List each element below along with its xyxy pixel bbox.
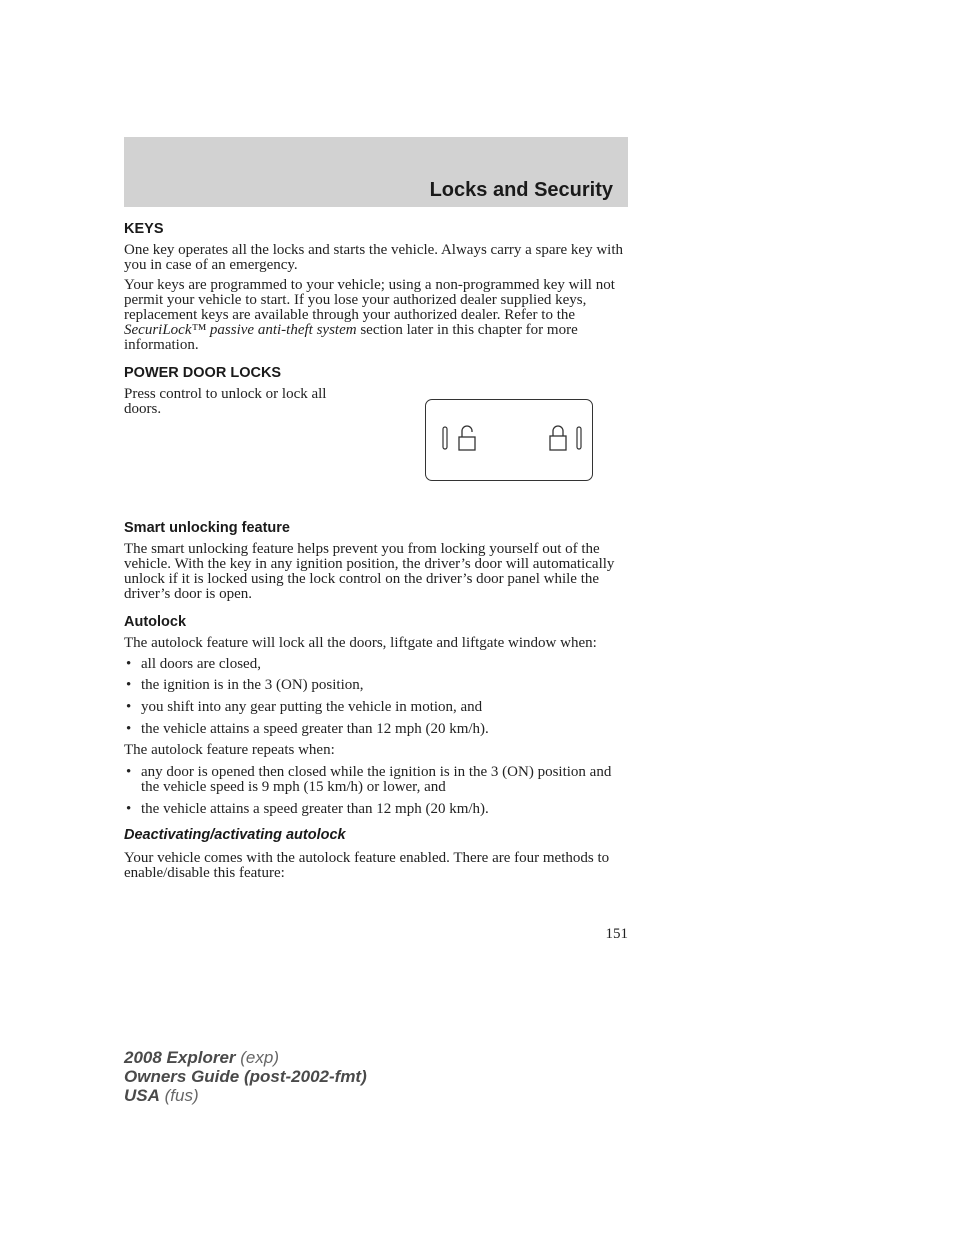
list-item: • you shift into any gear putting the vehicle in motion, and [126,699,483,715]
keys-paragraph-1: One key operates all the locks and starts the vehicle. Always carry a spare key with you in case of an emergency. [124,242,623,273]
autolock-intro: The autolock feature will lock all the doors, liftgate and liftgate window when: [124,635,597,651]
lock-icon [550,426,566,450]
deactivating-autolock-heading: Deactivating/activating autolock [124,827,346,843]
autolock-repeat-intro: The autolock feature repeats when: [124,742,335,758]
smart-unlocking-text: The smart unlocking feature helps prevent you from locking yourself out of the vehicle. With the key in any ignition position, the driver’s door will automatically unlock if it is locked using the lock control on the driver’s door panel while the driver’s door is open. [124,541,615,602]
page-content [124,221,628,881]
power-door-locks-heading: POWER DOOR LOCKS [124,365,282,381]
footer-market: USA [124,1086,160,1105]
securilock-reference: SecuriLock™ passive anti-theft system [124,322,357,338]
footer-model-code: (exp) [240,1048,279,1067]
section-title: Locks and Security [429,179,613,201]
page-number: 151 [605,926,628,942]
autolock-heading: Autolock [124,614,187,630]
lock-control-illustration [425,399,593,481]
autolock-conditions-list [124,657,628,737]
left-rocker-mark [443,427,447,449]
list-item: • the ignition is in the 3 (ON) position, [126,677,364,693]
right-rocker-mark [577,427,581,449]
autolock-repeat-list [124,765,628,817]
section-header-bar [124,137,628,207]
list-item: • the vehicle attains a speed greater than 12 mph (20 km/h). [126,721,489,737]
keys-paragraph-2-text-end: section later in this chapter for more information. [124,322,578,353]
keys-paragraph-2-text: Your keys are programmed to your vehicle; using a non-programmed key will not permit your vehicle to start. If you lose your authorized dealer supplied keys, replacement keys are available through your authorized dealer. Refer to the [124,277,615,323]
document-footer [124,1048,367,1105]
power-door-locks-section [124,387,628,517]
footer-market-code: (fus) [164,1086,199,1105]
footer-guide: Owners Guide (post-2002-fmt) [124,1067,367,1086]
deactivating-autolock-text: Your vehicle comes with the autolock feature enabled. There are four methods to enable/disable this feature: [124,850,610,881]
list-item: • the vehicle attains a speed greater than 12 mph (20 km/h). [126,801,489,817]
footer-model: 2008 Explorer [124,1048,236,1067]
smart-unlocking-heading: Smart unlocking feature [124,520,290,536]
power-door-locks-text: Press control to unlock or lock all doors. [124,386,327,417]
unlock-icon [459,426,475,450]
lock-control-svg [426,400,592,480]
list-item: • any door is opened then closed while the ignition is in the 3 (ON) position and the vehicle speed is 9 mph (15 km/h) or lower, and [126,764,612,795]
list-item: • all doors are closed, [126,656,261,672]
keys-heading: KEYS [124,221,164,237]
keys-paragraph-2 [124,278,628,353]
